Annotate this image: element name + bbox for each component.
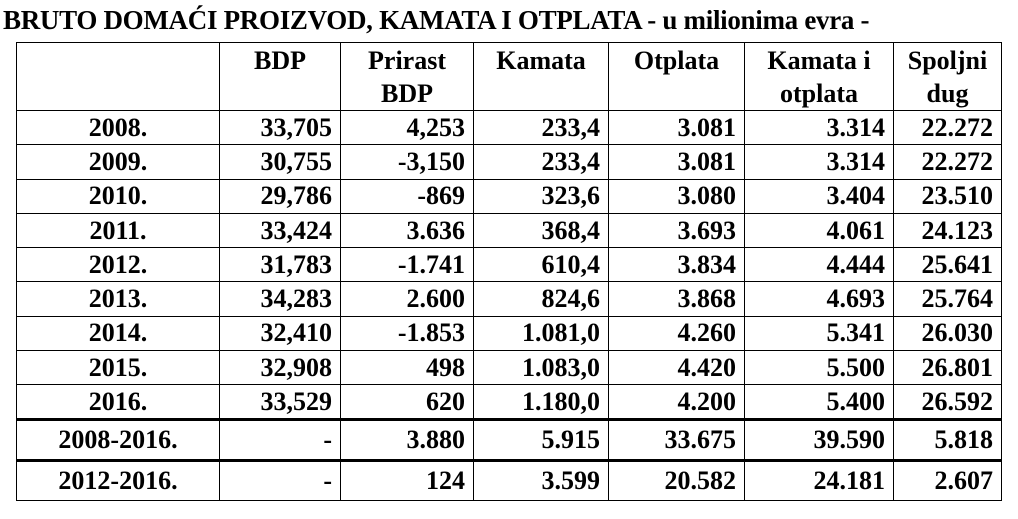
otplata-cell: 3.693 (609, 213, 745, 247)
kamata-cell: 1.083,0 (474, 351, 609, 385)
header-label: Kamata i (767, 46, 871, 75)
table-title: BRUTO DOMAĆI PROIZVOD, KAMATA I OTPLATA - u milionima evra - (3, 5, 870, 35)
table-row (17, 248, 1002, 282)
bdp-cell: - (220, 460, 341, 500)
bdp-cell: 32,410 (220, 316, 341, 350)
spoljni-dug-cell: 5.818 (894, 419, 1002, 460)
year-cell: 2015. (17, 351, 220, 385)
header-cell-spoljni-dug (894, 43, 1002, 111)
header-cell-bdp (220, 43, 341, 111)
table-row (17, 282, 1002, 316)
header-label: otplata (780, 79, 858, 108)
summary-row (17, 419, 1002, 460)
kamata-otplata-cell: 3.314 (745, 145, 894, 179)
header-label: BDP (254, 46, 306, 75)
header-row (17, 43, 1002, 111)
prirast-cell: 620 (341, 385, 474, 419)
header-cell-year (17, 43, 220, 111)
bdp-cell: 32,908 (220, 351, 341, 385)
prirast-cell: 498 (341, 351, 474, 385)
kamata-cell: 233,4 (474, 145, 609, 179)
kamata-otplata-cell: 4.061 (745, 213, 894, 247)
otplata-cell: 4.200 (609, 385, 745, 419)
kamata-otplata-cell: 5.400 (745, 385, 894, 419)
prirast-cell: 3.636 (341, 213, 474, 247)
spoljni-dug-cell: 25.764 (894, 282, 1002, 316)
year-cell: 2011. (17, 213, 220, 247)
year-cell: 2010. (17, 179, 220, 213)
spoljni-dug-cell: 24.123 (894, 213, 1002, 247)
table-row (17, 111, 1002, 145)
year-cell: 2008-2016. (17, 419, 220, 460)
kamata-cell: 323,6 (474, 179, 609, 213)
year-cell: 2014. (17, 316, 220, 350)
kamata-cell: 824,6 (474, 282, 609, 316)
otplata-cell: 3.834 (609, 248, 745, 282)
spoljni-dug-cell: 23.510 (894, 179, 1002, 213)
otplata-cell: 3.081 (609, 111, 745, 145)
header-cell-kamata-otplata (745, 43, 894, 111)
prirast-cell: -869 (341, 179, 474, 213)
otplata-cell: 33.675 (609, 419, 745, 460)
kamata-cell: 1.081,0 (474, 316, 609, 350)
header-cell-prirast (341, 43, 474, 111)
prirast-cell: -1.853 (341, 316, 474, 350)
kamata-otplata-cell: 24.181 (745, 460, 894, 500)
header-label: dug (926, 79, 969, 108)
spoljni-dug-cell: 22.272 (894, 145, 1002, 179)
header-label: BDP (381, 79, 433, 108)
kamata-cell: 610,4 (474, 248, 609, 282)
kamata-cell: 5.915 (474, 419, 609, 460)
prirast-cell: -1.741 (341, 248, 474, 282)
spoljni-dug-cell: 22.272 (894, 111, 1002, 145)
prirast-cell: -3,150 (341, 145, 474, 179)
kamata-otplata-cell: 5.500 (745, 351, 894, 385)
spoljni-dug-cell: 25.641 (894, 248, 1002, 282)
otplata-cell: 4.260 (609, 316, 745, 350)
bdp-cell: - (220, 419, 341, 460)
table-row (17, 179, 1002, 213)
otplata-cell: 3.081 (609, 145, 745, 179)
header-cell-otplata (609, 43, 745, 111)
year-cell: 2016. (17, 385, 220, 419)
table-row (17, 385, 1002, 419)
otplata-cell: 4.420 (609, 351, 745, 385)
otplata-cell: 20.582 (609, 460, 745, 500)
otplata-cell: 3.080 (609, 179, 745, 213)
header-cell-kamata (474, 43, 609, 111)
table-row (17, 351, 1002, 385)
header-label: Otplata (633, 46, 720, 75)
spoljni-dug-cell: 26.592 (894, 385, 1002, 419)
kamata-cell: 368,4 (474, 213, 609, 247)
bdp-cell: 33,705 (220, 111, 341, 145)
spoljni-dug-cell: 26.801 (894, 351, 1002, 385)
kamata-otplata-cell: 39.590 (745, 419, 894, 460)
otplata-cell: 3.868 (609, 282, 745, 316)
year-cell: 2012-2016. (17, 460, 220, 500)
kamata-otplata-cell: 3.314 (745, 111, 894, 145)
bdp-cell: 29,786 (220, 179, 341, 213)
kamata-cell: 1.180,0 (474, 385, 609, 419)
bdp-cell: 33,424 (220, 213, 341, 247)
bdp-cell: 31,783 (220, 248, 341, 282)
header-label: Prirast (368, 46, 446, 75)
summary-row (17, 460, 1002, 500)
header-label: Spoljni (907, 46, 988, 75)
prirast-cell: 3.880 (341, 419, 474, 460)
spoljni-dug-cell: 2.607 (894, 460, 1002, 500)
gdp-interest-repayment-table (16, 42, 1002, 501)
kamata-otplata-cell: 4.693 (745, 282, 894, 316)
header-label: Kamata (496, 46, 586, 75)
kamata-cell: 3.599 (474, 460, 609, 500)
prirast-cell: 2.600 (341, 282, 474, 316)
year-cell: 2008. (17, 111, 220, 145)
kamata-otplata-cell: 3.404 (745, 179, 894, 213)
table-row (17, 213, 1002, 247)
year-cell: 2012. (17, 248, 220, 282)
table-row (17, 145, 1002, 179)
prirast-cell: 124 (341, 460, 474, 500)
table-row (17, 316, 1002, 350)
bdp-cell: 30,755 (220, 145, 341, 179)
bdp-cell: 33,529 (220, 385, 341, 419)
year-cell: 2013. (17, 282, 220, 316)
bdp-cell: 34,283 (220, 282, 341, 316)
prirast-cell: 4,253 (341, 111, 474, 145)
spoljni-dug-cell: 26.030 (894, 316, 1002, 350)
kamata-otplata-cell: 4.444 (745, 248, 894, 282)
kamata-cell: 233,4 (474, 111, 609, 145)
year-cell: 2009. (17, 145, 220, 179)
kamata-otplata-cell: 5.341 (745, 316, 894, 350)
